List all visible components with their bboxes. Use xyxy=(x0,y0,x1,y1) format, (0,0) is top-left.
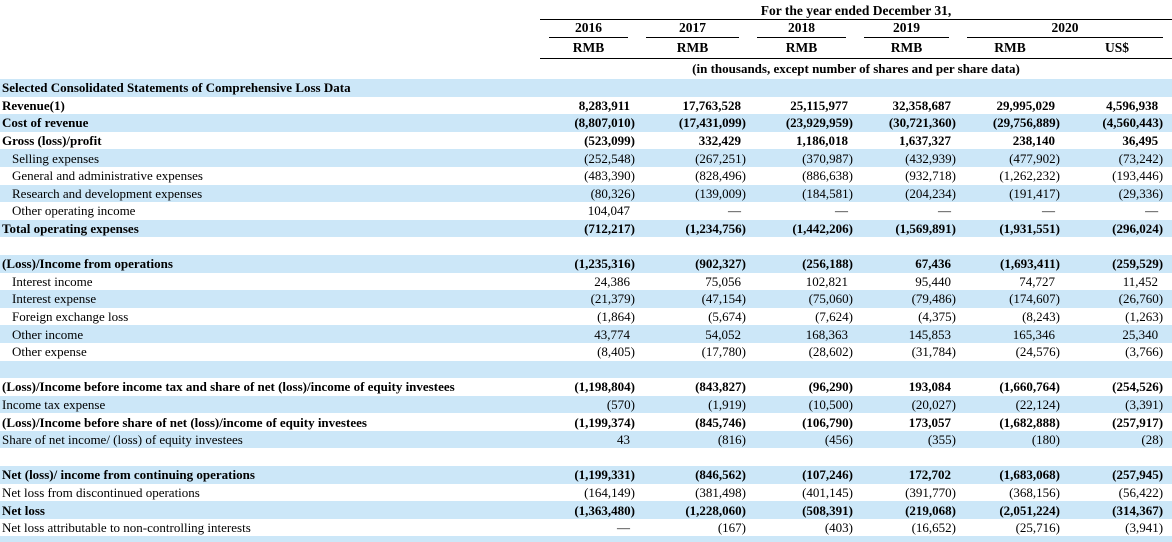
value-cell: (1,235,316) xyxy=(574,256,635,272)
value-cell: (7,624) xyxy=(815,309,853,325)
value-cell: (10,500) xyxy=(808,396,853,412)
value-cell: (1,442,206) xyxy=(792,221,853,237)
value-cell: (902,327) xyxy=(695,256,746,272)
value-cell: 17,763,528 xyxy=(682,97,741,113)
value-cell: (1,199,374) xyxy=(574,414,635,430)
table-row xyxy=(0,167,1172,185)
currency-column-header: RMB xyxy=(540,38,637,58)
value-cell: (184,581) xyxy=(802,185,853,201)
value-cell: (23,929,959) xyxy=(785,115,853,131)
table-row xyxy=(0,484,1172,502)
value-cell: 74,727 xyxy=(1019,273,1055,289)
table-row xyxy=(0,466,1172,484)
value-cell: (79,486) xyxy=(911,291,956,307)
value-cell: (193,446) xyxy=(1112,168,1164,184)
value-cell: (254,526) xyxy=(1112,379,1164,395)
value-cell: (1,363,480) xyxy=(574,502,635,518)
value-cell: (456) xyxy=(824,432,853,448)
value-cell: 173,057 xyxy=(908,414,951,430)
value-cell: (75,060) xyxy=(808,291,853,307)
row-label: (Loss)/Income before share of net (loss)/income of equity investees xyxy=(2,414,367,430)
value-cell: (191,417) xyxy=(1009,185,1060,201)
table-row xyxy=(0,132,1172,150)
value-cell: (1,931,551) xyxy=(999,221,1060,237)
table-row xyxy=(0,343,1172,361)
value-cell: (180) xyxy=(1031,432,1060,448)
value-cell: (204,234) xyxy=(905,185,956,201)
value-cell: — xyxy=(1145,203,1159,219)
value-cell: (5,674) xyxy=(708,309,746,325)
value-cell: (508,391) xyxy=(802,502,853,518)
value-cell: (1,198,804) xyxy=(574,379,635,395)
value-cell: (886,638) xyxy=(802,168,853,184)
row-label: Income tax expense xyxy=(2,396,106,412)
value-cell: (314,367) xyxy=(1112,502,1164,518)
value-cell: (107,246) xyxy=(802,467,853,483)
value-cell: (712,217) xyxy=(584,221,635,237)
row-label: Selling expenses xyxy=(12,150,100,166)
row-label: Revenue(1) xyxy=(2,97,65,113)
units-note: (in thousands, except number of shares and per share data) xyxy=(692,60,1020,76)
value-cell xyxy=(637,79,748,97)
year-ended-header: For the year ended December 31, xyxy=(540,0,1172,19)
value-cell: (4,560,443) xyxy=(1102,115,1164,131)
year-column-header: 2020 xyxy=(958,19,1172,38)
row-label: (Loss)/Income from operations xyxy=(2,256,173,272)
row-label: Share of net income/ (loss) of equity investees xyxy=(2,432,243,448)
value-cell: — xyxy=(617,520,630,536)
value-cell: (17,780) xyxy=(701,344,746,360)
currency-column-header: RMB xyxy=(958,38,1062,58)
row-label: Net loss xyxy=(2,502,45,518)
value-cell: (20,027) xyxy=(911,396,956,412)
row-label: Selected Consolidated Statements of Comprehensive Loss Data xyxy=(2,80,351,96)
header-label-spacer xyxy=(0,58,540,79)
value-cell xyxy=(958,79,1062,97)
value-cell: (828,496) xyxy=(695,168,746,184)
value-cell: (2,051,224) xyxy=(999,502,1060,518)
value-cell: (1,864) xyxy=(597,309,635,325)
spacer-row xyxy=(0,237,1172,255)
value-cell: (1,569,891) xyxy=(895,221,956,237)
value-cell: (370,987) xyxy=(802,150,853,166)
value-cell xyxy=(855,79,958,97)
value-cell: (1,919) xyxy=(708,396,746,412)
value-cell: (1,263) xyxy=(1125,309,1164,325)
value-cell: (3,391) xyxy=(1125,396,1164,412)
value-cell: (257,917) xyxy=(1112,414,1164,430)
value-cell: 238,140 xyxy=(1012,133,1055,149)
value-cell: (30,721,360) xyxy=(888,115,956,131)
value-cell: (29,756,889) xyxy=(992,115,1060,131)
value-cell: 4,596,938 xyxy=(1106,97,1159,113)
value-cell: — xyxy=(1042,203,1055,219)
table-row xyxy=(0,220,1172,238)
row-label: Net loss attributable to non-controlling interests xyxy=(2,520,251,536)
value-cell: 11,452 xyxy=(1122,273,1159,289)
value-cell: (24,576) xyxy=(1015,344,1060,360)
value-cell: (3,941) xyxy=(1125,520,1164,536)
value-cell: (139,009) xyxy=(695,185,746,201)
value-cell: 1,637,327 xyxy=(899,133,951,149)
currency-column-header: RMB xyxy=(748,38,855,58)
value-cell: (26,760) xyxy=(1118,291,1164,307)
value-cell: 43,774 xyxy=(594,326,630,342)
currency-header-row xyxy=(0,38,1172,58)
value-cell: (483,390) xyxy=(584,168,635,184)
table-row xyxy=(0,149,1172,167)
value-cell: 54,052 xyxy=(705,326,741,342)
value-cell: — xyxy=(938,203,951,219)
table-row xyxy=(0,519,1172,537)
value-cell: (4,375) xyxy=(918,309,956,325)
row-label: Foreign exchange loss xyxy=(12,309,129,325)
value-cell xyxy=(748,79,855,97)
value-cell: (846,562) xyxy=(695,467,746,483)
table-row xyxy=(0,378,1172,396)
value-cell xyxy=(540,79,637,97)
value-cell: (296,024) xyxy=(1112,221,1164,237)
row-label: Interest expense xyxy=(12,291,97,307)
value-cell: (80,326) xyxy=(590,185,635,201)
row-label: General and administrative expenses xyxy=(12,168,203,184)
row-label: Gross (loss)/profit xyxy=(2,133,102,149)
value-cell: 75,056 xyxy=(705,273,741,289)
value-cell: (843,827) xyxy=(695,379,746,395)
table-row xyxy=(0,255,1172,273)
value-cell: (1,682,888) xyxy=(999,414,1060,430)
value-cell: (932,718) xyxy=(905,168,956,184)
value-cell: (267,251) xyxy=(695,150,746,166)
period-spanner-row xyxy=(0,0,1172,19)
value-cell: (401,145) xyxy=(802,484,853,500)
value-cell: 172,702 xyxy=(908,467,951,483)
table-row xyxy=(0,431,1172,449)
value-cell: (816) xyxy=(717,432,746,448)
value-cell: (174,607) xyxy=(1009,291,1060,307)
value-cell: (47,154) xyxy=(701,291,746,307)
table-row xyxy=(0,325,1172,343)
table-row xyxy=(0,413,1172,431)
value-cell: (381,498) xyxy=(695,484,746,500)
value-cell: (477,902) xyxy=(1009,150,1060,166)
value-cell: (29,336) xyxy=(1118,185,1164,201)
currency-column-header: RMB xyxy=(855,38,958,58)
value-cell: (256,188) xyxy=(802,256,853,272)
value-cell: 25,340 xyxy=(1122,326,1159,342)
value-cell: (1,693,411) xyxy=(1000,256,1060,272)
header-label-spacer xyxy=(0,19,540,38)
spacer-row xyxy=(0,361,1172,379)
table-header xyxy=(0,0,1172,79)
value-cell: 102,821 xyxy=(805,273,848,289)
value-cell: (391,770) xyxy=(905,484,956,500)
table-row xyxy=(0,396,1172,414)
partial-row-strip xyxy=(0,536,1172,542)
value-cell: (219,068) xyxy=(905,502,956,518)
row-label: (Loss)/Income before income tax and share of net (loss)/income of equity investees xyxy=(2,379,455,395)
row-label: Interest income xyxy=(12,273,93,289)
table-body xyxy=(0,79,1172,536)
value-cell: — xyxy=(728,203,741,219)
value-cell: (570) xyxy=(606,396,635,412)
spacer-cell xyxy=(0,448,1172,466)
value-cell: — xyxy=(835,203,848,219)
value-cell: (523,099) xyxy=(584,133,635,149)
value-cell: (252,548) xyxy=(584,150,635,166)
value-cell: (106,790) xyxy=(802,414,853,430)
value-cell: (259,529) xyxy=(1112,256,1164,272)
value-cell: (1,234,756) xyxy=(685,221,746,237)
value-cell: 104,047 xyxy=(587,203,630,219)
currency-column-header: RMB xyxy=(637,38,748,58)
value-cell: 43 xyxy=(617,432,630,448)
value-cell: (25,716) xyxy=(1015,520,1060,536)
row-label: Net loss from discontinued operations xyxy=(2,484,200,500)
value-cell: (1,228,060) xyxy=(685,502,746,518)
header-label-spacer xyxy=(0,0,540,19)
row-label: Net (loss)/ income from continuing operations xyxy=(2,467,255,483)
value-cell: (845,746) xyxy=(695,414,746,430)
value-cell: (22,124) xyxy=(1015,396,1060,412)
table-row xyxy=(0,202,1172,220)
value-cell: 165,346 xyxy=(1012,326,1055,342)
value-cell: 168,363 xyxy=(805,326,848,342)
value-cell: 8,283,911 xyxy=(578,97,630,113)
value-cell: 193,084 xyxy=(908,379,951,395)
table-row xyxy=(0,79,1172,97)
value-cell: 332,429 xyxy=(698,133,741,149)
value-cell: (8,405) xyxy=(597,344,635,360)
value-cell: 32,358,687 xyxy=(892,97,951,113)
row-label: Other income xyxy=(12,326,84,342)
spacer-cell xyxy=(0,361,1172,379)
value-cell: (31,784) xyxy=(911,344,956,360)
value-cell: (8,807,010) xyxy=(574,115,635,131)
row-label: Research and development expenses xyxy=(12,185,203,201)
value-cell: (164,149) xyxy=(584,484,635,500)
value-cell: (21,379) xyxy=(590,291,635,307)
value-cell: (1,262,232) xyxy=(999,168,1060,184)
value-cell: (368,156) xyxy=(1009,484,1060,500)
value-cell: (257,945) xyxy=(1112,467,1164,483)
value-cell: 95,440 xyxy=(915,273,951,289)
table-row xyxy=(0,97,1172,115)
value-cell xyxy=(1062,79,1172,97)
row-label: Total operating expenses xyxy=(2,221,139,237)
year-header-row xyxy=(0,19,1172,38)
header-label-spacer xyxy=(0,38,540,58)
value-cell: 29,995,029 xyxy=(996,97,1055,113)
value-cell: (432,939) xyxy=(905,150,956,166)
table-row xyxy=(0,308,1172,326)
value-cell: (8,243) xyxy=(1022,309,1060,325)
spacer-row xyxy=(0,448,1172,466)
value-cell: (1,683,068) xyxy=(999,467,1060,483)
value-cell: 145,853 xyxy=(908,326,951,342)
year-column-header: 2019 xyxy=(855,19,958,38)
value-cell: 67,436 xyxy=(915,256,951,272)
table-row xyxy=(0,501,1172,519)
value-cell: (355) xyxy=(927,432,956,448)
table-row xyxy=(0,273,1172,291)
row-label: Cost of revenue xyxy=(2,115,89,131)
value-cell: 24,386 xyxy=(594,273,630,289)
value-cell: 25,115,977 xyxy=(790,97,848,113)
year-column-header: 2017 xyxy=(637,19,748,38)
value-cell: 36,495 xyxy=(1122,133,1159,149)
units-note-row xyxy=(0,58,1172,79)
value-cell: (3,766) xyxy=(1125,344,1164,360)
currency-column-header: US$ xyxy=(1062,38,1172,58)
value-cell: (56,422) xyxy=(1118,484,1164,500)
spacer-cell xyxy=(0,237,1172,255)
year-column-header: 2016 xyxy=(540,19,637,38)
value-cell: (28,602) xyxy=(808,344,853,360)
value-cell: (28) xyxy=(1141,432,1164,448)
value-cell: (403) xyxy=(824,520,853,536)
row-label: Other expense xyxy=(12,344,87,360)
value-cell: 1,186,018 xyxy=(796,133,848,149)
year-column-header: 2018 xyxy=(748,19,855,38)
table-row xyxy=(0,290,1172,308)
row-label: Other operating income xyxy=(12,203,136,219)
table-row xyxy=(0,185,1172,203)
value-cell: (167) xyxy=(717,520,746,536)
value-cell: (1,660,764) xyxy=(999,379,1060,395)
value-cell: (96,290) xyxy=(808,379,853,395)
table-row xyxy=(0,114,1172,132)
value-cell: (17,431,099) xyxy=(678,115,746,131)
value-cell: (73,242) xyxy=(1118,150,1164,166)
value-cell: (1,199,331) xyxy=(574,467,635,483)
value-cell: (16,652) xyxy=(911,520,956,536)
